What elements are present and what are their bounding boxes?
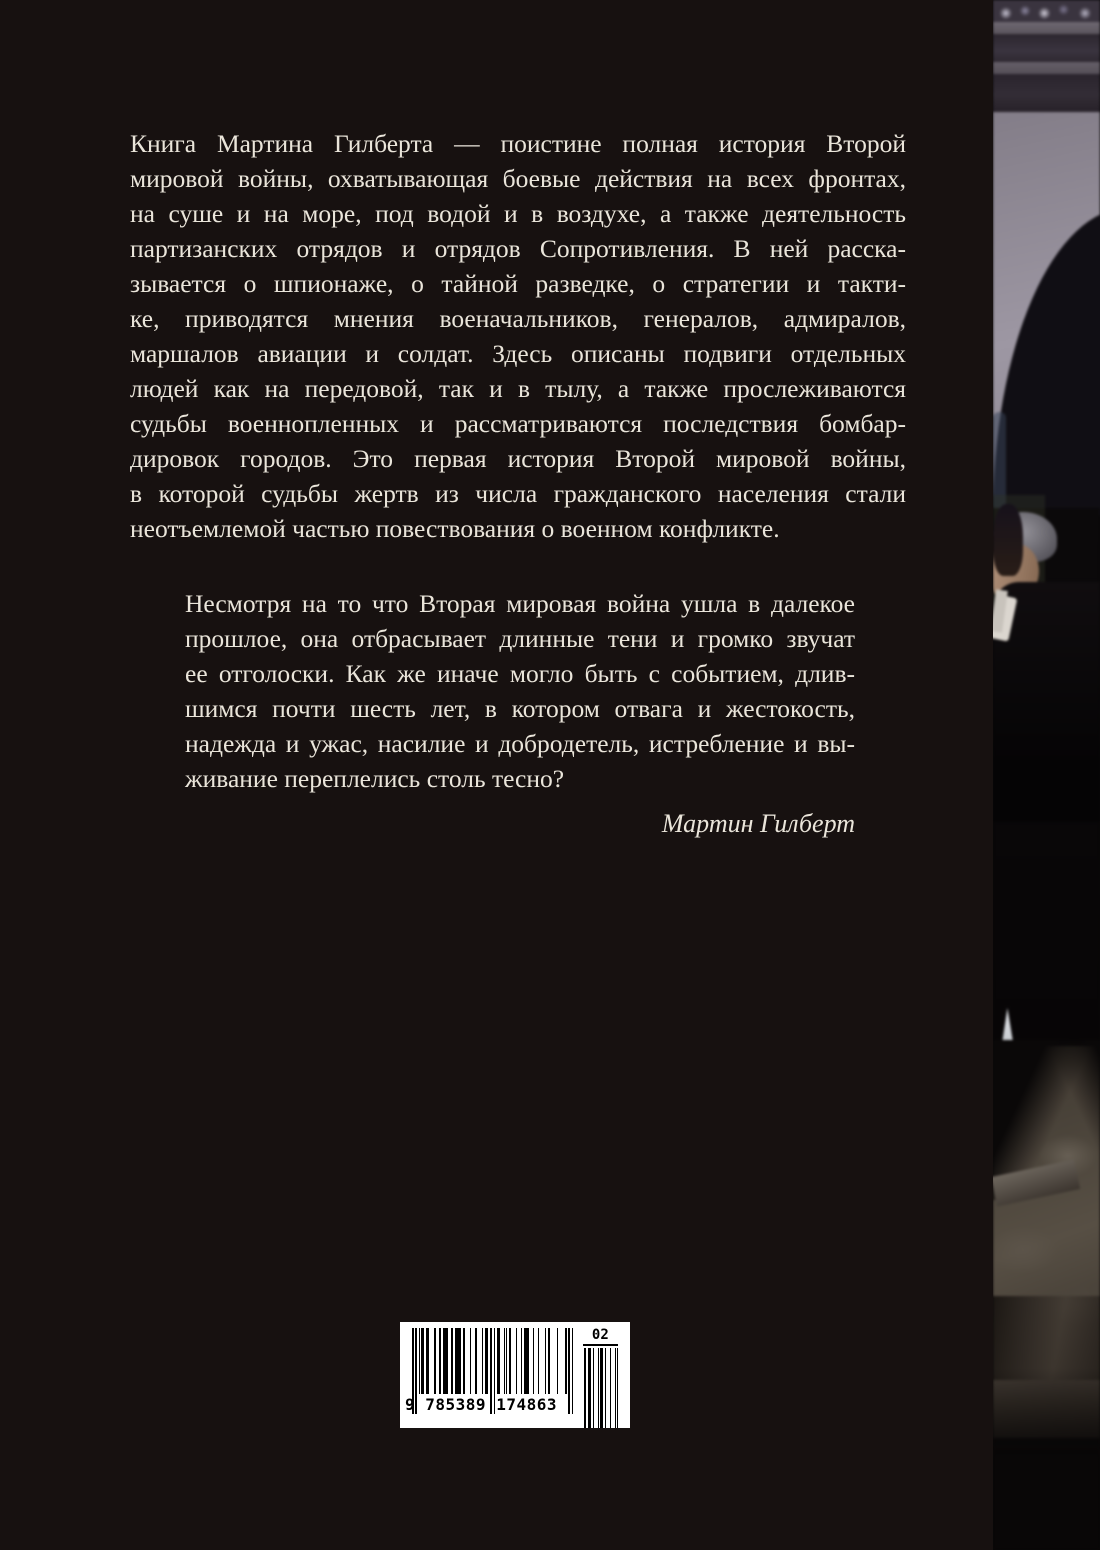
text-line: маршалов авиации и солдат. Здесь описаны подвиги отдельных [130,339,906,368]
annotation-paragraph [130,126,906,546]
photo-second-figure-head [993,504,1023,576]
barcode-bar [533,1328,535,1394]
barcode-bar [610,1348,612,1428]
barcode-bar [601,1348,603,1428]
photo-cornice-band-2 [993,34,1100,62]
text-line: зывается о шпионаже, о тайной разведке, о стратегии и такти- [130,269,906,298]
barcode-bar [605,1348,607,1428]
text-line: прошлое, она отбрасывает длинные тени и громко звучат [185,624,855,653]
text-line: Книга Мартина Гилберта — поистине полная история Второй [130,129,906,158]
quote-paragraph [185,586,855,796]
ean2-bars [583,1348,619,1430]
back-cover-text [130,126,906,839]
barcode-bar [584,1348,586,1428]
barcode [400,1322,630,1428]
ean2-addon-barcode [583,1328,619,1430]
barcode-bar [439,1328,441,1394]
text-line: живание переплелись столь тесно? [185,764,565,793]
barcode-bar [545,1328,547,1394]
barcode-bar [460,1328,462,1394]
barcode-bar [572,1328,574,1414]
text-line: дировок городов. Это первая история Второй мировой войны, [130,444,906,473]
barcode-bar [446,1328,448,1394]
text-line: ее отголоски. Как же иначе могло быть с событием, длив- [185,659,855,688]
barcode-bar [422,1328,424,1394]
barcode-bar [617,1348,619,1428]
photo-strip-painting [993,0,1100,1550]
barcode-bar [589,1348,591,1428]
barcode-bar [593,1348,595,1428]
text-line: надежда и ужас, насилие и добродетель, истребление и вы- [185,729,855,758]
barcode-bar [548,1328,550,1394]
barcode-bar [487,1328,489,1394]
text-line: судьбы военнопленных и рассматриваются последствия бомбар- [130,409,906,438]
barcode-bar [499,1328,501,1394]
text-line: Несмотря на то что Вторая мировая война ушла в далекое [185,589,855,618]
author-quote-block [185,586,855,839]
barcode-bar [427,1328,429,1394]
cover-photo-strip [993,0,1100,1550]
text-line: неотъемлемой частью повествования о военном конфликте. [130,514,780,543]
text-line: ке, приводятся мнения военачальников, генералов, адмиралов, [130,304,906,333]
text-line: на суше и на море, под водой и в воздухе, а также деятельность [130,199,906,228]
addon-number: 02 [583,1328,619,1346]
barcode-bar [568,1328,570,1414]
barcode-bar [506,1328,508,1394]
photo-cornice-band-3 [993,62,1100,74]
text-line: людей как на передовой, так и в тылу, а также прослеживаются [130,374,906,403]
photo-bottom-shadow [993,1368,1100,1550]
barcode-bar [509,1328,511,1394]
barcode-bar [528,1328,530,1394]
barcode-bar [463,1328,465,1394]
barcode-bar [434,1328,436,1394]
barcode-bar [482,1328,484,1394]
ean13-number: 9 785389 174863 [405,1395,557,1414]
text-line: партизанских отрядов и отрядов Сопротивления. В ней расска- [130,234,906,263]
barcode-bar [557,1328,559,1394]
barcode-bar [565,1328,567,1394]
text-line: мировой войны, охватывающая боевые действия на всех фронтах, [130,164,906,193]
text-line: в которой судьбы жертв из числа гражданского населения стали [130,479,906,508]
barcode-bar [538,1328,540,1394]
ean13-barcode [405,1328,574,1416]
barcode-bar [451,1328,453,1394]
text-line: шимся почти шесть лет, в котором отвага и жестокость, [185,694,855,723]
barcode-bar [516,1328,518,1394]
barcode-bar [521,1328,523,1394]
barcode-bar [475,1328,477,1394]
photo-cornice-band-1 [993,22,1100,34]
photo-cornice-band-4 [993,74,1100,112]
barcode-bar [470,1328,472,1394]
quote-attribution: Мартин Гилберт [661,809,855,838]
